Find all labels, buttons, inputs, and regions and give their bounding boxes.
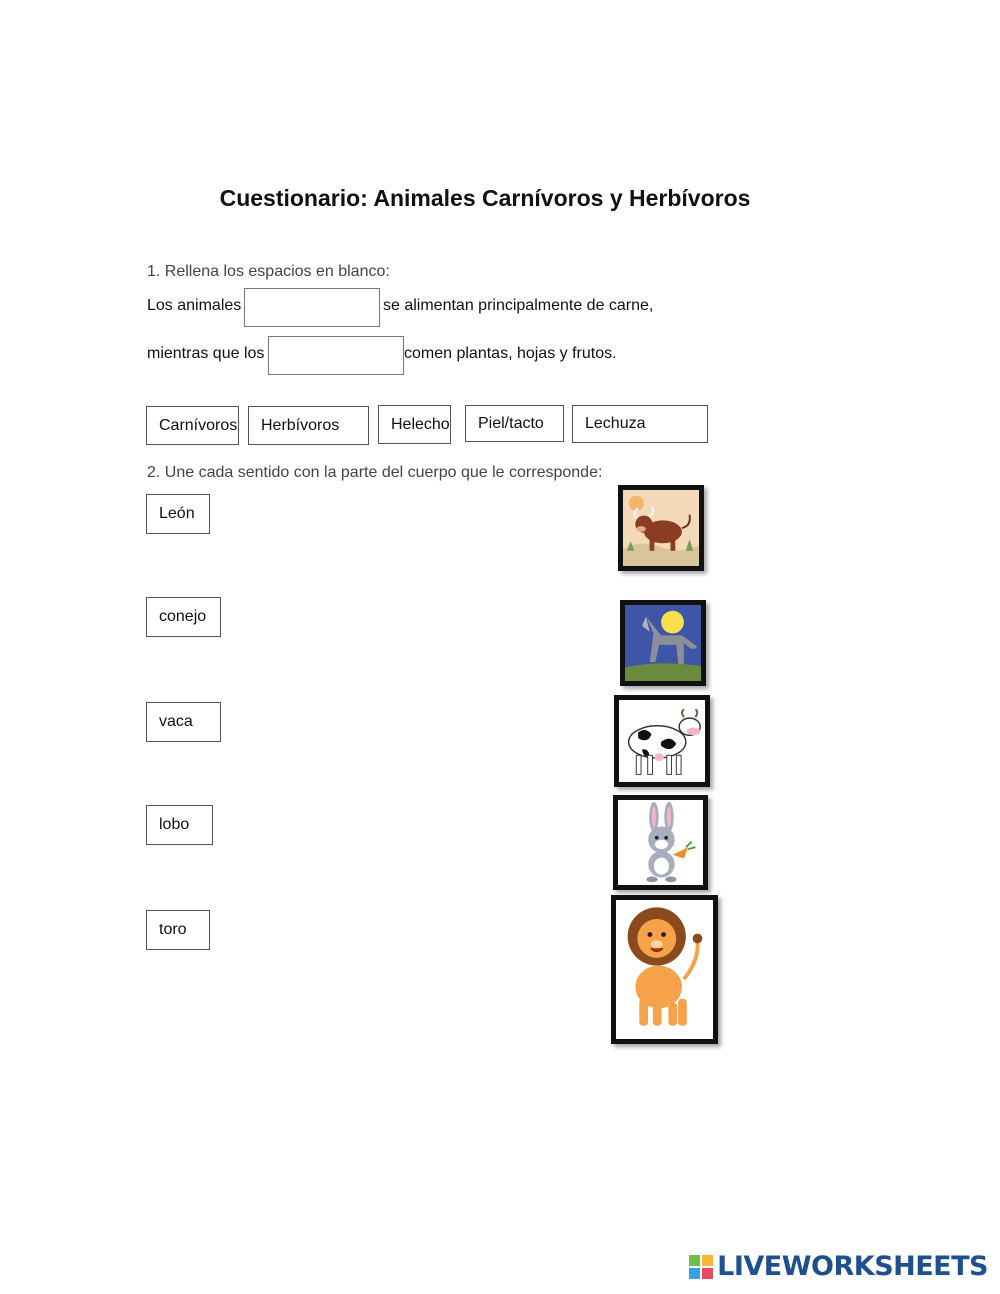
match-label-conejo[interactable]: conejo (146, 597, 221, 637)
logo-text: LIVEWORKSHEETS (717, 1251, 988, 1282)
match-label-leon[interactable]: León (146, 494, 210, 534)
cow-illustration (619, 700, 705, 782)
q1-line2-before: mientras que los (147, 345, 265, 362)
word-chip-carnivoros[interactable]: Carnívoros (146, 406, 239, 445)
bull-illustration (623, 490, 699, 566)
match-label-toro[interactable]: toro (146, 910, 210, 950)
rabbit-illustration (618, 800, 703, 885)
rabbit-image[interactable] (613, 795, 708, 890)
wolf-illustration (625, 605, 701, 681)
question-2-prompt: 2. Une cada sentido con la parte del cuerpo que le corresponde: (147, 464, 603, 481)
q1-line1-after: se alimentan principalmente de carne, (383, 297, 654, 314)
live-logo-icon (689, 1255, 713, 1279)
match-label-vaca[interactable]: vaca (146, 702, 221, 742)
lion-illustration (616, 900, 713, 1039)
blank-input-2[interactable] (268, 336, 404, 375)
wolf-image[interactable] (620, 600, 706, 686)
lion-image[interactable] (611, 895, 718, 1044)
bull-image[interactable] (618, 485, 704, 571)
page-title: Cuestionario: Animales Carnívoros y Herbívoros (219, 185, 751, 211)
q1-line2-after: comen plantas, hojas y frutos. (404, 345, 617, 362)
blank-input-1[interactable] (244, 288, 380, 327)
cow-image[interactable] (614, 695, 710, 787)
liveworksheets-logo (689, 1251, 988, 1282)
q1-line1-before: Los animales (147, 297, 242, 314)
word-chip-herbivoros[interactable]: Herbívoros (248, 406, 369, 445)
word-chip-helecho[interactable]: Helecho (378, 405, 451, 444)
match-label-lobo[interactable]: lobo (146, 805, 213, 845)
word-chip-piel-tacto[interactable]: Piel/tacto (465, 405, 564, 442)
question-1-prompt: 1. Rellena los espacios en blanco: (147, 263, 390, 280)
word-chip-lechuza[interactable]: Lechuza (572, 405, 708, 443)
